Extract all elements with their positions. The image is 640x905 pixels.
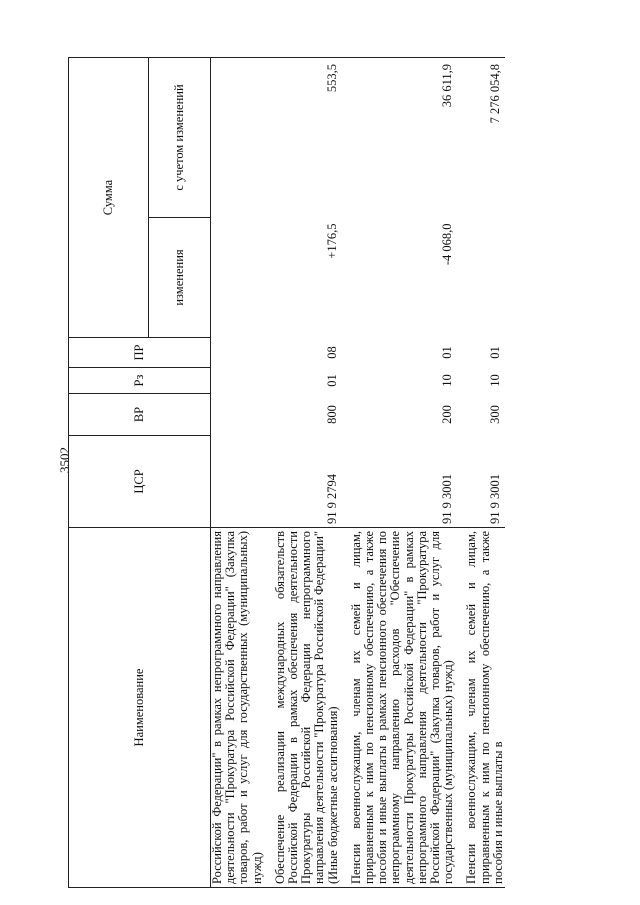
row-total: 553,5: [274, 58, 350, 218]
header-csr: ЦСР: [69, 436, 211, 528]
row-name: Обеспечение реализации международных обязательств Российской Федерации в рамках обеспечения деятельности Прокуратуры Российской Федерации непрограммного направления деятельности "Прокуратура Российской Федерации" (Иные бюджетные ассигнования): [274, 528, 350, 888]
header-vr: ВР: [69, 394, 211, 436]
row-pr: 08: [324, 346, 339, 359]
row-csr: 91 9 3001: [488, 474, 503, 524]
row-change: [211, 218, 274, 338]
row-csr: 91 9 2794: [324, 474, 339, 524]
row-rz: 01: [324, 374, 339, 387]
header-changes: изменения: [149, 218, 211, 338]
row-rz: 10: [488, 374, 503, 387]
row-change: -4 068,0: [440, 223, 455, 266]
row-csr: 91 9 3001: [440, 474, 455, 524]
header-with-changes: с учетом изменений: [149, 58, 211, 218]
row-change: [465, 218, 505, 338]
row-pr: [211, 338, 274, 368]
table-row: [465, 58, 505, 888]
row-total: 36 611,9: [350, 58, 466, 218]
header-name: Наименование: [69, 528, 211, 888]
row-pr: 01: [440, 346, 455, 359]
table-row: [274, 58, 350, 888]
row-name: Пенсии военнослужащим, членам их семей и лицам, приравненным к ним по пенсионному обеспечению, а также пособия и иные выплаты в рамках пенсионного обеспечения по непрограммному направлению расходов "Обеспечение деятельности Прокуратуры Российской Федерации" в рамках непрограммного направления деятельности "Прокуратура Российской Федерации" (Закупка товаров, работ и услуг для государственных (муниципальных) нужд): [350, 528, 466, 888]
row-total: [211, 58, 274, 218]
header-pr: ПР: [69, 338, 211, 368]
row-total: 7 276 054,8: [465, 58, 505, 218]
row-change: +176,5: [324, 223, 339, 259]
row-name: Пенсии военнослужащим, членам их семей и лицам, приравненным к ним по пенсионному обеспечению, а также пособия и иные выплаты в: [465, 528, 505, 888]
header-sum: Сумма: [69, 58, 149, 338]
rotated-page: [68, 58, 638, 888]
header-rz: Рз: [69, 368, 211, 394]
row-rz: [211, 368, 274, 394]
row-vr: 800: [324, 405, 339, 424]
row-vr: 200: [440, 405, 455, 424]
row-csr: [211, 436, 274, 528]
row-name: Российской Федерации" в рамках непрограммного направления деятельности "Прокуратура Российской Федерации" (Закупка товаров, работ и услуг для государственных (муниципальных) нужд): [211, 528, 274, 888]
table-row: [211, 58, 274, 888]
row-pr: 01: [488, 346, 503, 359]
row-rz: 10: [440, 374, 455, 387]
page-number: 3502: [57, 447, 72, 473]
budget-table: [68, 57, 505, 888]
row-vr: [211, 394, 274, 436]
table-row: [350, 58, 466, 888]
row-vr: 300: [488, 405, 503, 424]
